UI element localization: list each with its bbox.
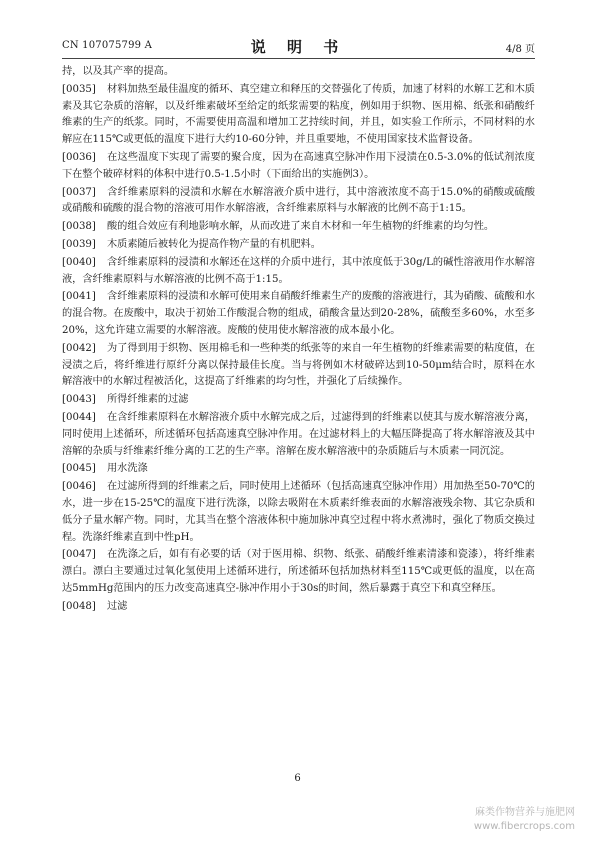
page-header <box>62 36 535 56</box>
paragraph-text: 为了得到用于织物、医用棉毛和一些种类的纸张等的来自一年生植物的纤维素需要的粘度值，在浸渍之后，将纤维进行原纤分离以保持最佳长度。当与将例如木材破碎达到10-50μm结合时，原料在水解溶液中的水解过程被活化，这提高了纤维素的均匀性，并强化了后续操作。 <box>62 342 535 388</box>
paragraph-number: [0048] <box>62 600 96 612</box>
watermark-title: 麻类作物营养与施肥网 <box>475 807 575 818</box>
watermark <box>474 806 575 834</box>
header-rule <box>62 58 535 59</box>
paragraph-0043 <box>62 392 535 409</box>
paragraph-0035 <box>62 82 535 149</box>
watermark-url: www.fibercrops.com <box>473 821 575 832</box>
paragraph-0045 <box>62 461 535 478</box>
paragraph-text: 含纤维素原料的浸渍和水解可使用来自硝酸纤维素生产的废酸的溶液进行，其为硝酸、硫酸和水的混合物。在废酸中，取决于初始工作酸混合物的组成，硝酸含量达到20-28%，硫酸至多60%，水至多20%，这允许建立需要的水解溶液。废酸的使用使水解溶液的成本最小化。 <box>62 291 535 336</box>
paragraph-number: [0042] <box>62 342 96 354</box>
section-heading: 用水洗涤 <box>107 463 148 475</box>
paragraph-number: [0045] <box>62 463 96 475</box>
paragraph-number: [0039] <box>62 238 96 250</box>
paragraph-number: [0036] <box>62 151 96 163</box>
section-heading: 过滤 <box>107 600 128 612</box>
paragraph-number: [0044] <box>62 411 96 423</box>
paragraph-0042 <box>62 341 535 391</box>
page-reference: 4/8 页 <box>505 44 535 55</box>
paragraph-text: 在洗涤之后，如有有必要的话（对于医用棉、织物、纸张、硝酸纤维素清漆和瓷漆），将纤维素漂白。漂白主要通过过氧化氢使用上述循环进行，所述循环包括加热材料至115℃或更低的温度，以在高达5mmHg范围内的压力改变高速真空-脉冲作用小于30s的时间，然后暴露于真空下和真空释压。 <box>62 549 535 594</box>
paragraph-0039 <box>62 237 535 254</box>
paragraph-text: 在含纤维素原料在水解溶液介质中水解完成之后，过滤得到的纤维素以使其与废水解溶液分离，同时使用上述循环，所述循环包括高速真空脉冲作用。在过滤材料上的大幅压降提高了将水解溶液及其中溶解的杂质与纤维素纤维分离的工艺的生产率。溶解在废水解溶液中的杂质随后与木质素一同沉淀。 <box>62 411 535 457</box>
paragraph-continuation <box>62 64 535 81</box>
paragraph-number: [0041] <box>62 291 96 303</box>
paragraph-0038 <box>62 219 535 236</box>
paragraph-number: [0038] <box>62 221 96 233</box>
paragraph-0040 <box>62 255 535 289</box>
paragraph-text: 木质素随后被转化为提高作物产量的有机肥料。 <box>107 238 321 250</box>
paragraph-0037 <box>62 185 535 219</box>
paragraph-text: 在这些温度下实现了需要的聚合度，因为在高速真空脉冲作用下浸渍在0.5-3.0%的低试剂浓度下在整个破碎材料的体积中进行0.5-1.5小时（下面给出的实施例3）。 <box>62 151 535 180</box>
paragraph-number: [0037] <box>62 186 96 198</box>
paragraph-0041 <box>62 289 535 339</box>
document-title: 说 明 书 <box>250 38 347 56</box>
page-number: 6 <box>294 773 301 784</box>
paragraph-text: 含纤维素原料的浸渍和水解在水解溶液介质中进行，其中溶液浓度不高于15.0%的硝酸或硫酸或硝酸和硫酸的混合物的溶液可用作水解溶液，含纤维素原料与水解液的比例不高于1:15。 <box>62 186 535 215</box>
paragraph-text: 含纤维素原料的浸渍和水解还在这样的介质中进行，其中浓度低于30g/L的碱性溶液用作水解溶液，含纤维素原料与水解溶液的比例不高于1:15。 <box>62 256 535 285</box>
paragraph-number: [0043] <box>62 394 96 406</box>
paragraph-text: 材料加热至最佳温度的循环、真空建立和释压的交替强化了传质，加速了材料的水解工艺和木质素及其它杂质的溶解，以及纤维素破坏至给定的纸浆需要的粘度，例如用于织物、医用棉、纸张和硝酸纤维素的生产的纸浆。同时，不需要使用高温和增加工艺持续时间，并且，如实验工作所示，不同材料的水解应在115℃或更低的温度下进行大约10-60分钟，并且重要地，不使用国家技术监督设备。 <box>62 83 535 146</box>
paragraph-text: 酸的组合效应有利地影响水解，从而改进了来自木材和一年生植物的纤维素的均匀性。 <box>107 221 495 233</box>
paragraph-number: [0040] <box>62 256 96 268</box>
paragraph-0036 <box>62 150 535 184</box>
paragraph-0047 <box>62 547 535 597</box>
paragraph-text: 在过滤所得到的纤维素之后，同时使用上述循环（包括高速真空脉冲作用）用加热至50-70℃的水，进一步在15-25℃的温度下进行洗涤，以除去吸附在木质素纤维表面的水解溶液残余物、其它杂质和低分子量水解产物。同时，尤其当在整个溶液体积中施加脉冲真空过程中将水煮沸时，强化了物质交换过程。洗涤纤维素直到中性pH。 <box>62 481 535 543</box>
paragraph-number: [0035] <box>62 83 96 95</box>
paragraph-number: [0046] <box>62 481 96 493</box>
section-heading: 所得纤维素的过滤 <box>107 394 189 406</box>
document-body <box>62 64 535 617</box>
paragraph-0044 <box>62 410 535 460</box>
paragraph-text: 持，以及其产率的提高。 <box>62 66 175 77</box>
paragraph-number: [0047] <box>62 549 96 561</box>
paragraph-0046 <box>62 479 535 546</box>
paragraph-0048 <box>62 599 535 616</box>
publication-number: CN 107075799 A <box>62 40 153 51</box>
